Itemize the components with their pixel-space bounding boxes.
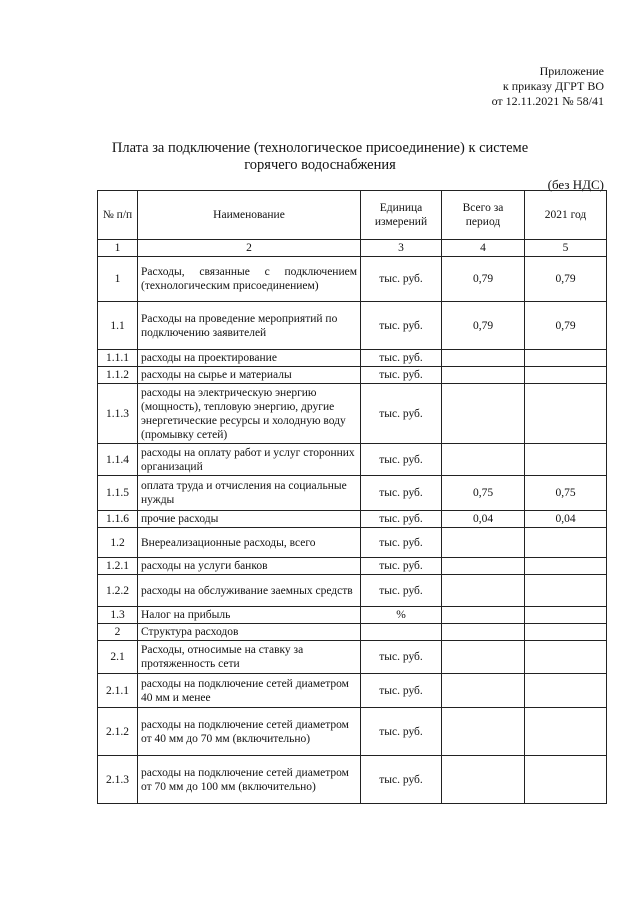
row-unit: тыс. руб. — [361, 367, 442, 384]
table-row — [98, 302, 607, 350]
header-num: № п/п — [98, 191, 138, 240]
row-name: расходы на подключение сетей диаметром от 70 мм до 100 мм (включительно) — [138, 756, 361, 804]
fee-table — [97, 190, 607, 804]
row-name: расходы на подключение сетей диаметром 40 мм и менее — [138, 674, 361, 708]
row-total — [442, 674, 525, 708]
row-year — [525, 641, 607, 674]
title-line: Плата за подключение (технологическое присоединение) к системе — [111, 140, 529, 156]
row-year — [525, 674, 607, 708]
row-unit: тыс. руб. — [361, 476, 442, 511]
row-year — [525, 756, 607, 804]
row-num: 2.1.1 — [98, 674, 138, 708]
column-number: 3 — [361, 240, 442, 257]
table-row — [98, 476, 607, 511]
row-total — [442, 756, 525, 804]
row-num: 1.3 — [98, 607, 138, 624]
row-year — [525, 528, 607, 558]
row-num: 1.1.5 — [98, 476, 138, 511]
row-name: расходы на электрическую энергию (мощность), тепловую энергию, другие энергетические ресурсы и холодную воду (промывку сетей) — [138, 384, 361, 444]
row-unit: тыс. руб. — [361, 257, 442, 302]
table-row — [98, 607, 607, 624]
row-unit: тыс. руб. — [361, 674, 442, 708]
row-name: оплата труда и отчисления на социальные нужды — [138, 476, 361, 511]
header-name: Наименование — [138, 191, 361, 240]
row-year — [525, 444, 607, 476]
row-num: 1.2.2 — [98, 575, 138, 607]
row-total — [442, 575, 525, 607]
table-row — [98, 624, 607, 641]
row-num: 2 — [98, 624, 138, 641]
row-name: расходы на оплату работ и услуг сторонних организаций — [138, 444, 361, 476]
row-num: 1.2 — [98, 528, 138, 558]
column-number: 2 — [138, 240, 361, 257]
row-num: 2.1.3 — [98, 756, 138, 804]
table-row — [98, 511, 607, 528]
table-row — [98, 444, 607, 476]
row-num: 1.1 — [98, 302, 138, 350]
table-row — [98, 350, 607, 367]
row-name: Структура расходов — [138, 624, 361, 641]
table-row — [98, 756, 607, 804]
row-num: 1.1.4 — [98, 444, 138, 476]
table-row — [98, 708, 607, 756]
row-year — [525, 575, 607, 607]
table-row — [98, 674, 607, 708]
row-year: 0,04 — [525, 511, 607, 528]
row-unit: тыс. руб. — [361, 302, 442, 350]
row-total: 0,79 — [442, 302, 525, 350]
row-unit: тыс. руб. — [361, 511, 442, 528]
row-year — [525, 624, 607, 641]
table-row — [98, 384, 607, 444]
row-num: 1.1.6 — [98, 511, 138, 528]
row-unit: тыс. руб. — [361, 558, 442, 575]
row-num: 1.2.1 — [98, 558, 138, 575]
row-unit: % — [361, 607, 442, 624]
row-num: 1.1.2 — [98, 367, 138, 384]
table-header-row — [98, 191, 607, 240]
row-total — [442, 558, 525, 575]
row-total — [442, 624, 525, 641]
document-title — [0, 140, 640, 174]
column-number: 5 — [525, 240, 607, 257]
row-total: 0,79 — [442, 257, 525, 302]
row-unit: тыс. руб. — [361, 641, 442, 674]
row-num: 1.1.1 — [98, 350, 138, 367]
row-total — [442, 607, 525, 624]
row-year — [525, 607, 607, 624]
row-name: расходы на проектирование — [138, 350, 361, 367]
row-year — [525, 367, 607, 384]
row-num: 2.1 — [98, 641, 138, 674]
row-year: 0,79 — [525, 302, 607, 350]
table-row — [98, 558, 607, 575]
row-year — [525, 350, 607, 367]
title-line: горячего водоснабжения — [244, 157, 396, 173]
row-year — [525, 558, 607, 575]
row-total — [442, 641, 525, 674]
row-name: Расходы, относимые на ставку за протяженность сети — [138, 641, 361, 674]
header-total: Всего за период — [442, 191, 525, 240]
row-year: 0,75 — [525, 476, 607, 511]
row-unit: тыс. руб. — [361, 528, 442, 558]
column-number-row — [98, 240, 607, 257]
row-total — [442, 350, 525, 367]
row-name: Расходы, связанные с подключением (технологическим присоединением) — [138, 257, 361, 302]
header-year: 2021 год — [525, 191, 607, 240]
row-unit: тыс. руб. — [361, 756, 442, 804]
row-unit — [361, 624, 442, 641]
column-number: 4 — [442, 240, 525, 257]
appendix-block — [492, 64, 604, 109]
row-num: 2.1.2 — [98, 708, 138, 756]
unit-note: (без НДС) — [547, 177, 604, 192]
row-unit: тыс. руб. — [361, 708, 442, 756]
row-name: прочие расходы — [138, 511, 361, 528]
row-name: расходы на сырье и материалы — [138, 367, 361, 384]
row-total — [442, 367, 525, 384]
row-name: расходы на подключение сетей диаметром от 40 мм до 70 мм (включительно) — [138, 708, 361, 756]
appendix-line: к приказу ДГРТ ВО — [502, 79, 604, 93]
row-total — [442, 528, 525, 558]
row-year: 0,79 — [525, 257, 607, 302]
row-total: 0,04 — [442, 511, 525, 528]
column-number: 1 — [98, 240, 138, 257]
row-name: расходы на обслуживание заемных средств — [138, 575, 361, 607]
row-unit: тыс. руб. — [361, 350, 442, 367]
appendix-line: Приложение — [539, 64, 604, 78]
table-row — [98, 367, 607, 384]
row-unit: тыс. руб. — [361, 575, 442, 607]
row-total — [442, 384, 525, 444]
row-unit: тыс. руб. — [361, 384, 442, 444]
table-row — [98, 575, 607, 607]
row-num: 1 — [98, 257, 138, 302]
row-num: 1.1.3 — [98, 384, 138, 444]
appendix-line: от 12.11.2021 № 58/41 — [491, 94, 604, 108]
row-total: 0,75 — [442, 476, 525, 511]
row-name: Расходы на проведение мероприятий по подключению заявителей — [138, 302, 361, 350]
row-unit: тыс. руб. — [361, 444, 442, 476]
table-row — [98, 641, 607, 674]
row-name: Внереализационные расходы, всего — [138, 528, 361, 558]
row-total — [442, 444, 525, 476]
row-name: расходы на услуги банков — [138, 558, 361, 575]
row-total — [442, 708, 525, 756]
table-row — [98, 257, 607, 302]
table-row — [98, 528, 607, 558]
row-name: Налог на прибыль — [138, 607, 361, 624]
row-year — [525, 708, 607, 756]
header-unit: Единица измерений — [361, 191, 442, 240]
row-year — [525, 384, 607, 444]
